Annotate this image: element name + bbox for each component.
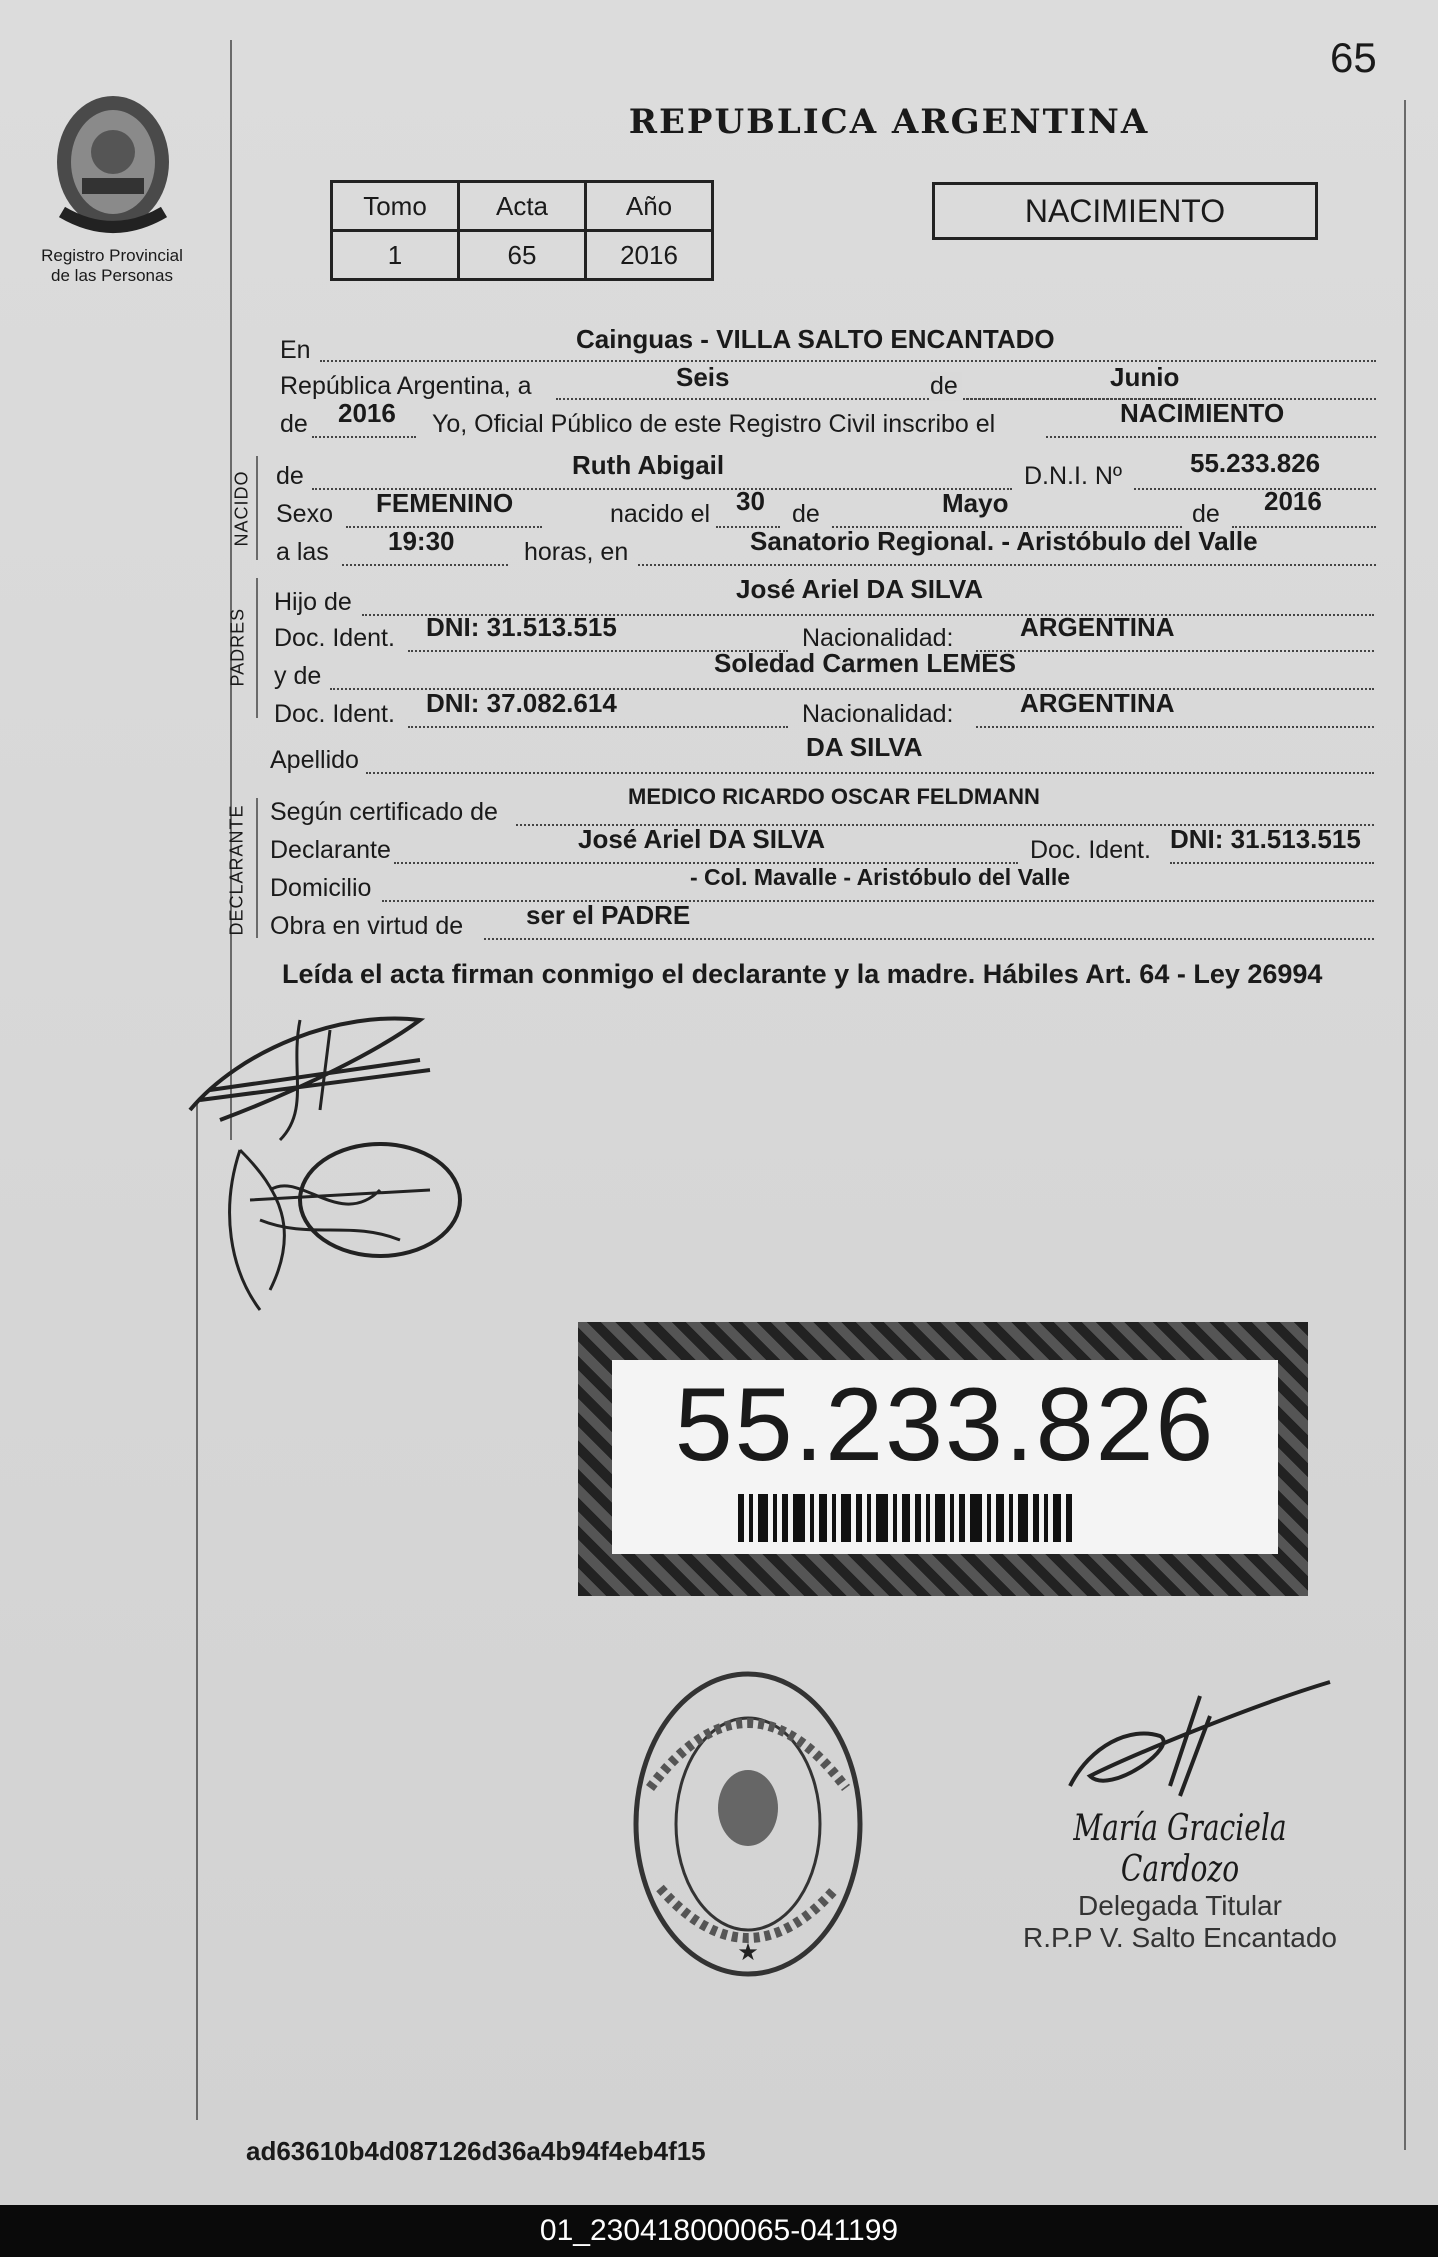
row-year: [280, 398, 1380, 444]
barcode-icon: [738, 1494, 1188, 1542]
label-alas: a las: [276, 538, 329, 566]
registry-label: Registro Provincial de las Personas: [41, 246, 183, 285]
label-de: de: [930, 372, 962, 401]
label-doc: Doc. Ident.: [274, 624, 395, 652]
header-ano: Año: [586, 182, 713, 231]
label-hijo: Hijo de: [274, 588, 352, 616]
row-capacity: [270, 900, 1380, 946]
value-mother: Soledad Carmen LEMES: [714, 648, 1016, 678]
label-nacionalidad-mother: Nacionalidad:: [802, 700, 954, 728]
value-month: Junio: [1110, 362, 1180, 392]
label-horas: horas, en: [524, 538, 629, 566]
closing-text: Leída el acta firman conmigo el declarante y la madre. Hábiles Art. 64 - Ley 26994: [282, 959, 1323, 989]
label-declarante: Declarante: [270, 836, 391, 864]
value-father-nat: ARGENTINA: [1020, 612, 1175, 642]
registry-stamp-icon: [630, 1668, 866, 1980]
row-mother-doc: [274, 688, 1380, 734]
label-apellido: Apellido: [270, 746, 359, 774]
value-name: Ruth Abigail: [572, 450, 725, 480]
label-yo: Yo, Oficial Público de este Registro Civil inscribo el: [432, 410, 996, 438]
left-margin-line: [230, 40, 232, 1140]
footer-id: 01_230418000065-041199: [0, 2205, 1438, 2257]
label-declarant-doc: Doc. Ident.: [1030, 836, 1151, 864]
value-father: José Ariel DA SILVA: [736, 574, 984, 604]
section-label-padres: PADRES: [227, 607, 248, 687]
label-doc-mother: Doc. Ident.: [274, 700, 395, 728]
value-birth-month: Mayo: [942, 488, 1009, 518]
row-address: [270, 864, 1380, 908]
label-yde: y de: [274, 662, 322, 690]
value-place: Cainguas - VILLA SALTO ENCANTADO: [576, 324, 1055, 354]
officer-title: Delegada Titular: [1078, 1890, 1282, 1921]
document-hash: ad63610b4d087126d36a4b94f4eb4f15: [246, 2136, 706, 2166]
value-father-doc: DNI: 31.513.515: [426, 612, 617, 642]
officer-name: María Graciela Cardozo: [1073, 1808, 1287, 1890]
label-dni: D.N.I. Nº: [1024, 462, 1123, 490]
sticker-label: [612, 1360, 1278, 1554]
value-birth-day: 30: [736, 486, 765, 516]
section-divider: [256, 456, 258, 560]
dni-sticker: [578, 1322, 1308, 1596]
label-nacido: nacido el: [610, 500, 711, 528]
label-nacionalidad: Nacionalidad:: [802, 624, 954, 652]
label-domicilio: Domicilio: [270, 874, 372, 902]
officer-signature: [1050, 1676, 1340, 1806]
handwritten-signatures: [180, 990, 500, 1320]
header-tomo: Tomo: [332, 182, 459, 231]
label-de-year2: de: [1192, 500, 1220, 528]
value-surname: DA SILVA: [806, 732, 923, 762]
country-title: REPUBLICA ARGENTINA: [628, 102, 1150, 142]
value-ano: 2016: [586, 231, 713, 280]
section-divider: [256, 798, 258, 938]
value-mother-doc: DNI: 37.082.614: [426, 688, 617, 718]
section-divider: [256, 578, 258, 718]
page-number: 65: [1330, 34, 1377, 81]
sticker-number: 55.233.826: [674, 1367, 1216, 1483]
record-type-box: NACIMIENTO: [932, 182, 1318, 240]
row-surname: [270, 732, 1380, 780]
value-acta: 65: [459, 231, 586, 280]
header-acta: Acta: [459, 182, 586, 231]
row-place: [280, 324, 1380, 368]
register-table: [330, 180, 714, 281]
value-declarant: José Ariel DA SILVA: [578, 824, 826, 854]
register-table-values: [332, 231, 713, 280]
svg-text:★: ★: [737, 1939, 759, 1966]
value-birth-year: 2016: [1264, 486, 1322, 516]
value-sex: FEMENINO: [376, 488, 514, 518]
section-label-nacido: NACIDO: [231, 470, 252, 547]
officer-block: [990, 1808, 1370, 1954]
value-day: Seis: [676, 362, 730, 392]
label-de-name: de: [276, 462, 304, 490]
register-table-header: [332, 182, 713, 231]
value-dni: 55.233.826: [1190, 448, 1321, 478]
label-de-month: de: [792, 500, 820, 528]
value-birth-time: 19:30: [388, 526, 455, 556]
value-certificate: MEDICO RICARDO OSCAR FELDMANN: [628, 784, 1040, 809]
value-declarant-doc: DNI: 31.513.515: [1170, 824, 1361, 854]
value-act: NACIMIENTO: [1120, 398, 1285, 428]
label-segun: Según certificado de: [270, 798, 498, 826]
section-label-declarante: DECLARANTE: [226, 804, 247, 936]
right-margin-line: [1404, 100, 1406, 2150]
officer-office: R.P.P V. Salto Encantado: [1023, 1922, 1337, 1953]
value-year: 2016: [338, 398, 396, 428]
label-en: En: [280, 336, 311, 364]
row-time: [276, 526, 1380, 572]
value-address: - Col. Mavalle - Aristóbulo del Valle: [690, 864, 1071, 890]
province-seal-icon: [52, 92, 174, 242]
value-mother-nat: ARGENTINA: [1020, 688, 1175, 718]
value-birth-place: Sanatorio Regional. - Aristóbulo del Valle: [750, 526, 1258, 556]
label-de-year: de: [280, 410, 308, 438]
label-obra: Obra en virtud de: [270, 912, 464, 940]
label-sexo: Sexo: [276, 500, 333, 528]
label-republica: República Argentina, a: [280, 372, 532, 400]
value-tomo: 1: [332, 231, 459, 280]
value-capacity: ser el PADRE: [526, 900, 691, 930]
